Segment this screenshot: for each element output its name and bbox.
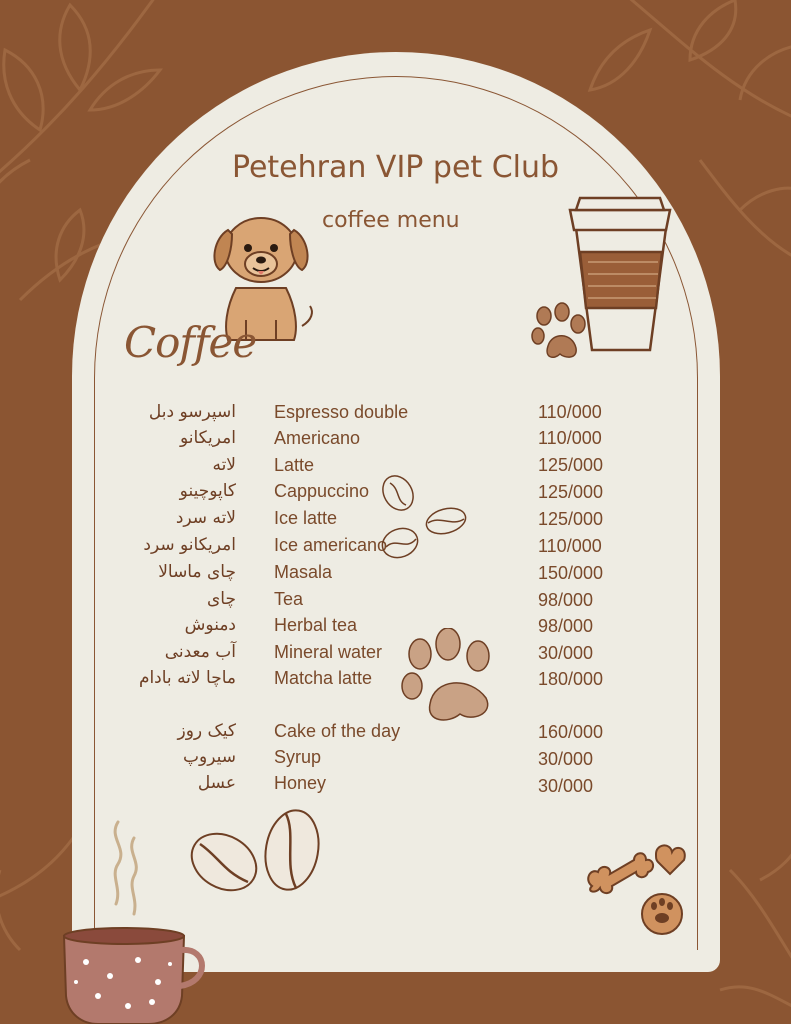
section-title: Coffee — [124, 318, 257, 367]
item-price: 30/000 — [538, 776, 594, 796]
item-name-en: Latte — [274, 455, 315, 475]
item-price: 30/000 — [538, 749, 594, 769]
item-name-en: Masala — [274, 562, 333, 582]
menu-item — [0, 402, 791, 428]
item-price: 160/000 — [538, 722, 604, 742]
coffee-bean-icon — [378, 475, 468, 565]
item-price: 30/000 — [538, 643, 594, 663]
menu-item — [0, 721, 791, 747]
item-name-fa: ماچا لاته بادام — [138, 668, 236, 688]
coffee-bean-icon — [188, 804, 324, 904]
menu-item — [0, 668, 791, 694]
menu-item — [0, 562, 791, 588]
menu-item — [0, 642, 791, 668]
page-subtitle: coffee menu — [322, 208, 460, 233]
menu-item — [0, 428, 791, 454]
item-name-en: Espresso double — [274, 402, 409, 422]
item-name-fa: کاپوچینو — [179, 481, 236, 501]
item-name-fa: دمنوش — [184, 615, 236, 635]
item-price: 180/000 — [538, 669, 604, 689]
item-price: 110/000 — [538, 428, 602, 448]
page-title: Petehran VIP pet Club — [231, 150, 560, 185]
bone-icon — [584, 840, 692, 936]
item-name-fa: کیک روز — [177, 721, 236, 741]
item-price: 125/000 — [538, 455, 604, 475]
mug-icon — [58, 926, 210, 1024]
steam-icon — [104, 818, 148, 918]
item-price: 110/000 — [538, 536, 602, 556]
item-name-en: Americano — [274, 428, 361, 448]
item-name-en: Honey — [274, 773, 327, 793]
item-name-en: Cake of the day — [274, 721, 401, 741]
item-price: 150/000 — [538, 563, 604, 583]
item-name-en: Cappuccino — [274, 481, 370, 501]
item-name-fa: عسل — [197, 773, 236, 793]
item-price: 125/000 — [538, 509, 604, 529]
item-name-fa: امریکانو سرد — [143, 535, 236, 555]
item-price: 98/000 — [538, 590, 594, 610]
item-name-en: Tea — [274, 589, 304, 609]
item-name-fa: لاته سرد — [175, 508, 236, 528]
item-price: 98/000 — [538, 616, 594, 636]
menu-item — [0, 589, 791, 615]
paw-icon — [398, 628, 498, 724]
item-name-en: Mineral water — [274, 642, 383, 662]
item-name-fa: اسپرسو دبل — [148, 402, 236, 422]
item-name-fa: امریکانو — [179, 428, 236, 448]
item-name-fa: آب معدنی — [164, 642, 236, 662]
item-name-en: Herbal tea — [274, 615, 358, 635]
item-name-fa: سیروپ — [183, 747, 236, 767]
item-name-fa: چای ماسالا — [158, 562, 236, 582]
item-price: 125/000 — [538, 482, 604, 502]
item-name-en: Ice latte — [274, 508, 338, 528]
item-name-fa: لاته — [212, 455, 236, 475]
paw-icon — [530, 302, 590, 366]
item-price: 110/000 — [538, 402, 602, 422]
menu-item — [0, 773, 791, 799]
menu-item — [0, 615, 791, 641]
item-name-fa: چای — [207, 589, 236, 609]
item-name-en: Ice americano — [274, 535, 388, 555]
item-name-en: Matcha latte — [274, 668, 373, 688]
menu-item — [0, 747, 791, 773]
item-name-en: Syrup — [274, 747, 322, 767]
